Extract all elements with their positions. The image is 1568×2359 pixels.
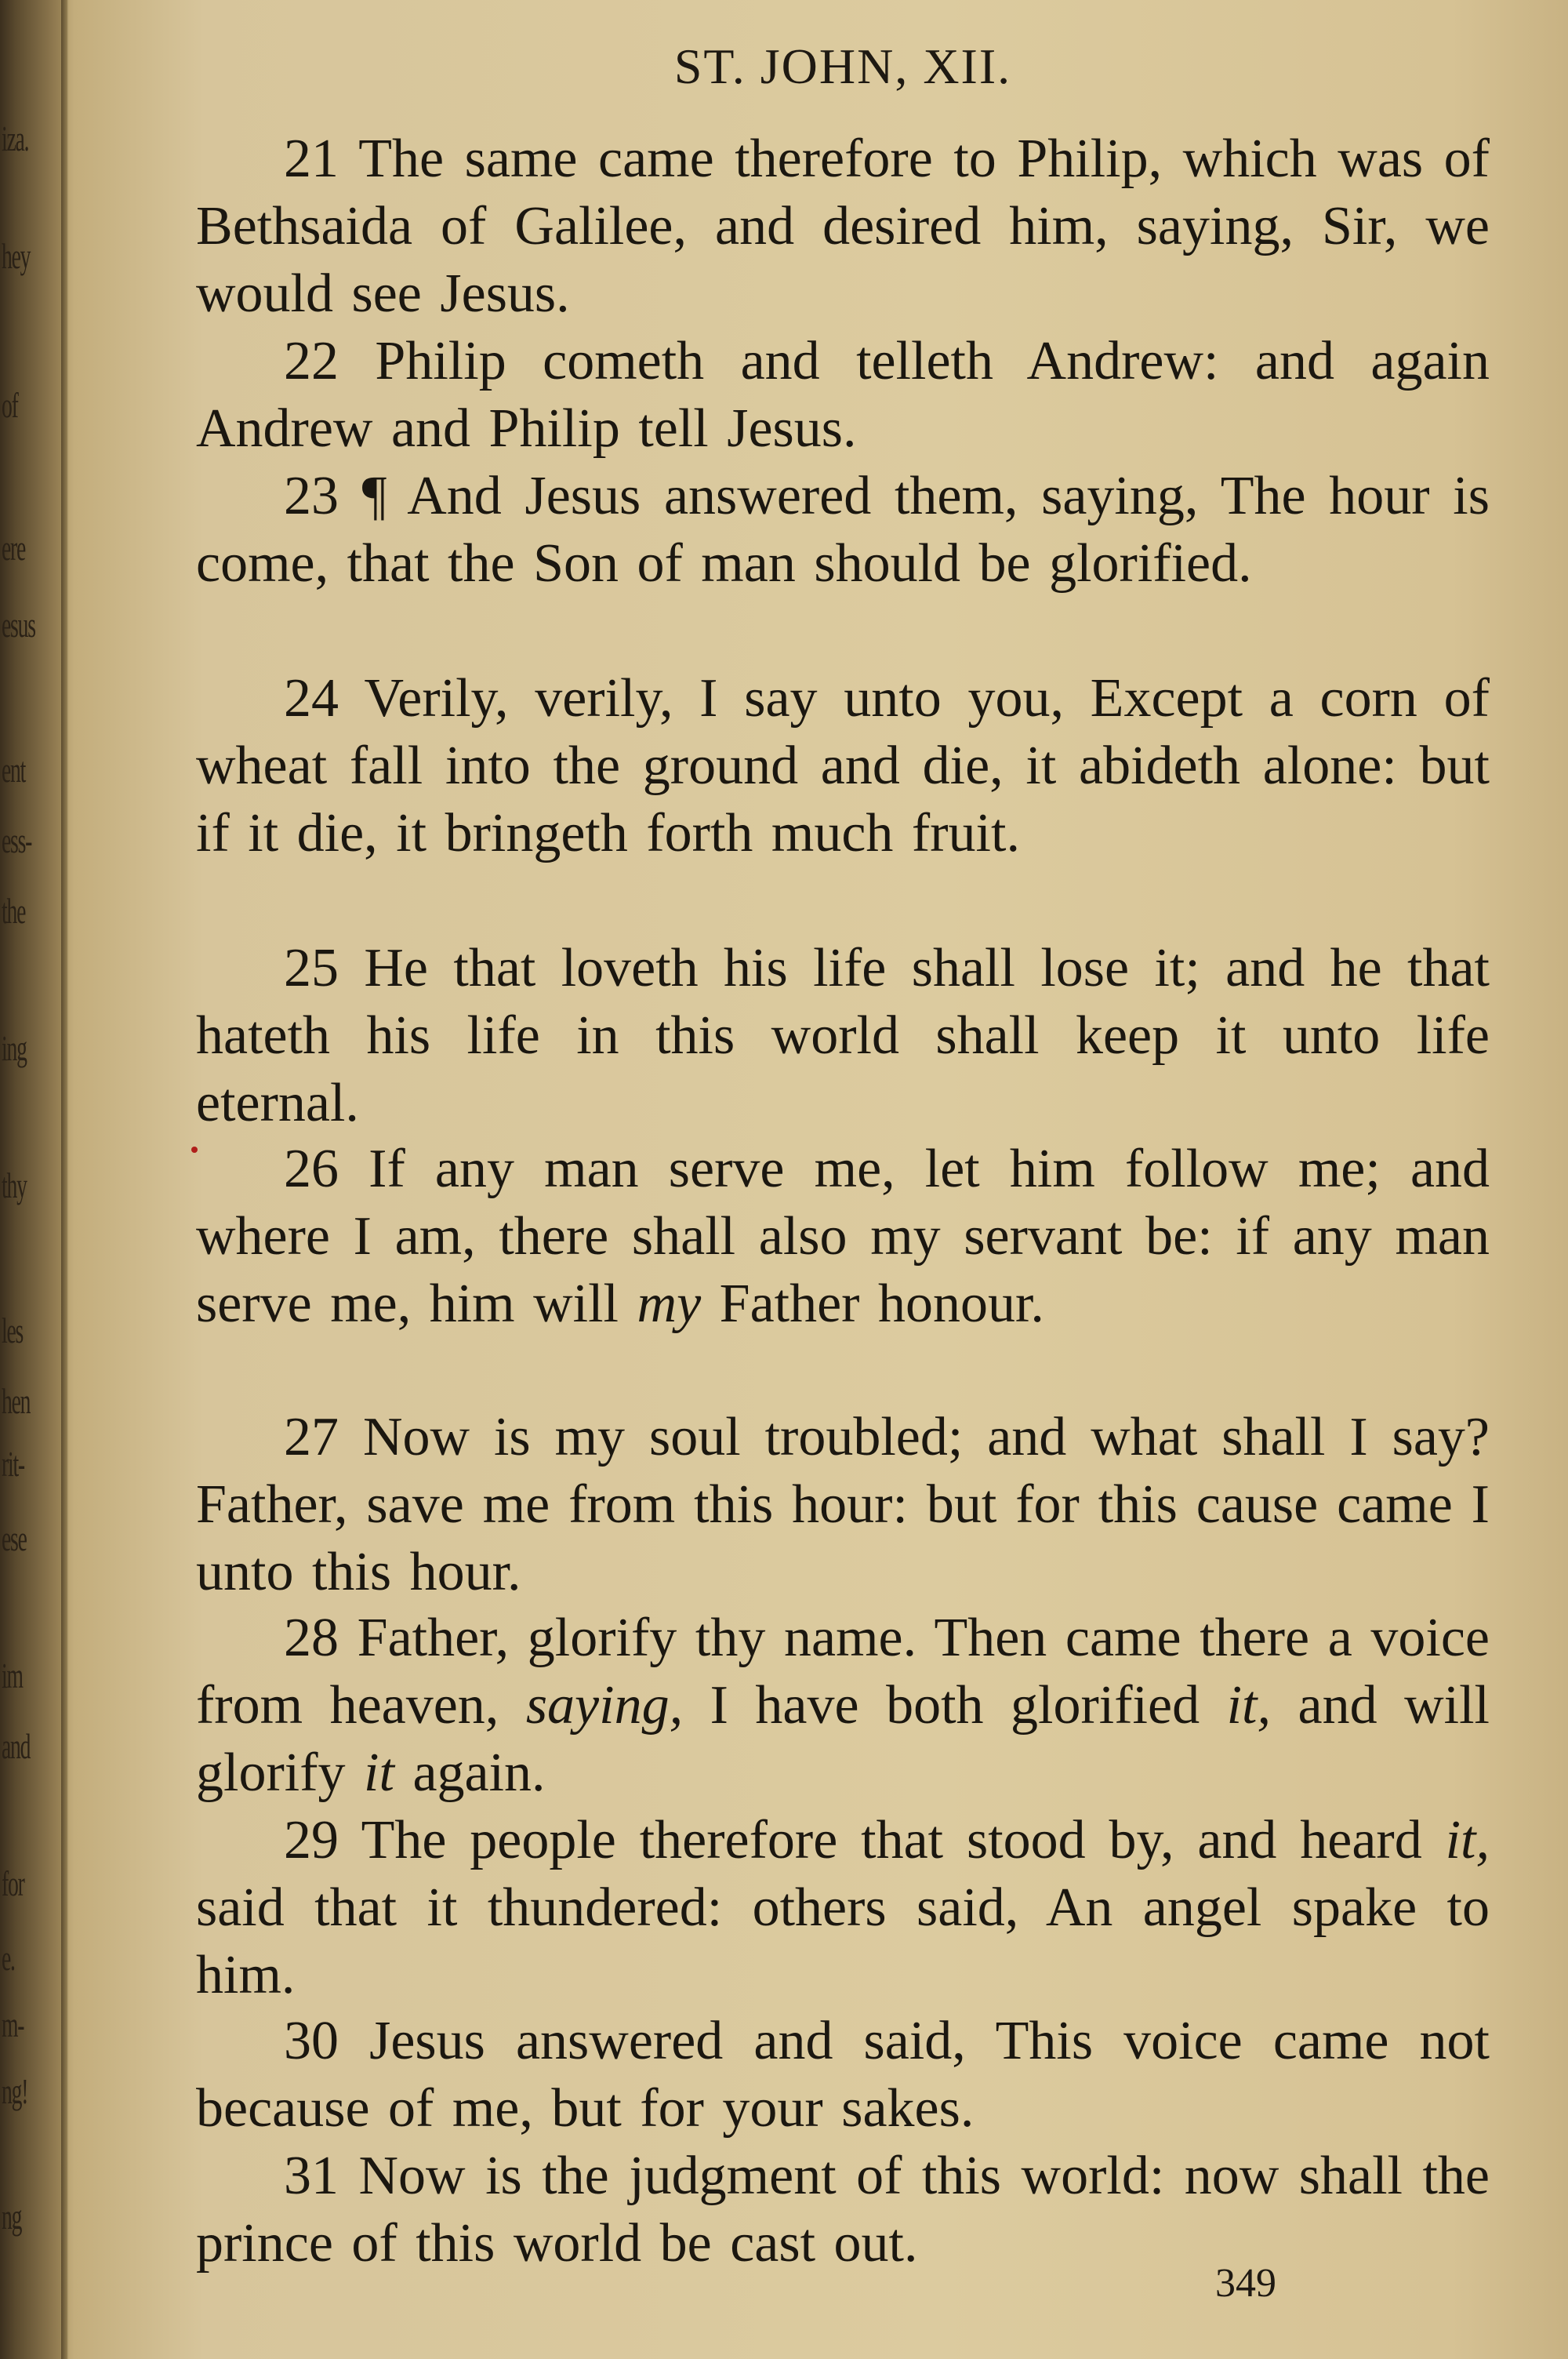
- verse-text: and will glorify: [196, 1675, 1490, 1803]
- italic-word: saying,: [525, 1675, 684, 1736]
- facing-page-fragment: m-: [2, 2005, 24, 2045]
- verse-number: 30: [284, 2011, 339, 2071]
- gutter-shadow: [61, 0, 69, 2359]
- verse-21: [196, 125, 1490, 328]
- facing-page-fragment: hey: [2, 236, 31, 276]
- verse-text: Father honour.: [701, 1274, 1044, 1334]
- verse-31: [196, 2143, 1490, 2277]
- facing-page-fragment: e.: [2, 1938, 15, 1978]
- verse-number: 31: [284, 2146, 339, 2206]
- facing-page-fragment: and: [2, 1726, 31, 1766]
- verse-text: Verily, verily, I say unto you, Except a corn of wheat fall into the ground and die, it abideth alone: but if it die, it bringeth forth much fruit.: [196, 668, 1490, 863]
- running-header: ST. JOHN, XII.: [673, 38, 1012, 94]
- verse-text: I have both glorified: [683, 1675, 1227, 1736]
- verse-26: [196, 1136, 1490, 1338]
- facing-page-fragment: les: [2, 1310, 24, 1350]
- verse-text: Now is the judgment of this world: now shall the prince of this world be cast out.: [196, 2146, 1490, 2274]
- verse-text: The same came therefore to Philip, which was of Bethsaida of Galilee, and desired him, saying, Sir, we would see Jesus.: [196, 129, 1490, 324]
- verse-text: If any man serve me, let him follow me; and where I am, there shall also my servant be: if any man serve me, him will: [196, 1139, 1490, 1334]
- facing-page-fragment: iza.: [2, 118, 29, 158]
- facing-page-fragment: for: [2, 1863, 24, 1903]
- red-ink-speck: [191, 1147, 198, 1153]
- facing-page-fragment: hen: [2, 1381, 31, 1421]
- facing-page-fragment: thy: [2, 1165, 27, 1205]
- italic-word: it,: [1226, 1675, 1271, 1736]
- verse-text: Father, glorify thy name. Then came there a voice from heaven,: [196, 1608, 1490, 1736]
- facing-page-fragment: ere: [2, 528, 26, 568]
- verse-27: [196, 1404, 1490, 1606]
- facing-page-fragment: ent: [2, 750, 26, 790]
- facing-page-fragment: ng: [2, 2197, 22, 2237]
- facing-page-fragment: ese: [2, 1518, 27, 1558]
- verse-text: Jesus answered and said, This voice came not because of me, but for your sakes.: [196, 2011, 1490, 2139]
- verse-22: [196, 328, 1490, 463]
- facing-page-fragment: rit-: [2, 1444, 24, 1484]
- facing-page-fragment: im: [2, 1656, 23, 1696]
- verse-text: ¶ And Jesus answered them, saying, The hour is come, that the Son of man should be glorified.: [196, 466, 1490, 594]
- verse-28: [196, 1605, 1490, 1807]
- facing-page-fragment: ng!: [2, 2071, 28, 2111]
- facing-page-fragment: esus: [2, 605, 35, 645]
- verse-text: again.: [394, 1743, 546, 1803]
- verse-24: [196, 665, 1490, 867]
- facing-page-fragment: the: [2, 891, 26, 931]
- verse-29: [196, 1807, 1490, 2009]
- verse-number: 22: [284, 331, 339, 391]
- facing-page-fragment: ess-: [2, 820, 32, 860]
- facing-page-fragment: ing: [2, 1028, 27, 1068]
- italic-word: it,: [1445, 1810, 1490, 1870]
- verse-number: 25: [284, 938, 339, 998]
- facing-page-fragment: of: [2, 385, 18, 425]
- verse-number: 26: [284, 1139, 339, 1199]
- verse-number: 28: [284, 1608, 339, 1668]
- verse-number: 29: [284, 1810, 339, 1870]
- italic-word: it: [364, 1743, 394, 1803]
- verse-25: [196, 935, 1490, 1137]
- verse-text: Now is my soul troubled; and what shall I say? Father, save me from this hour: but for this cause came I unto this hour.: [196, 1407, 1490, 1602]
- verse-23: [196, 463, 1490, 598]
- verse-text: Philip cometh and telleth Andrew: and again Andrew and Philip tell Jesus.: [196, 331, 1490, 459]
- verse-number: 27: [284, 1407, 339, 1467]
- verse-30: [196, 2008, 1490, 2143]
- verse-number: 23: [284, 466, 339, 526]
- page-number: 349: [1215, 2261, 1276, 2306]
- verse-number: 21: [284, 129, 339, 189]
- verse-text: He that loveth his life shall lose it; and he that hateth his life in this world shall keep it unto life eternal.: [196, 938, 1490, 1133]
- italic-word: my: [637, 1274, 702, 1334]
- verse-number: 24: [284, 668, 339, 729]
- verse-text: said that it thundered: others said, An angel spake to him.: [196, 1877, 1490, 2005]
- facing-page-edge: [0, 0, 67, 2359]
- verse-text: The people therefore that stood by, and heard: [361, 1810, 1446, 1870]
